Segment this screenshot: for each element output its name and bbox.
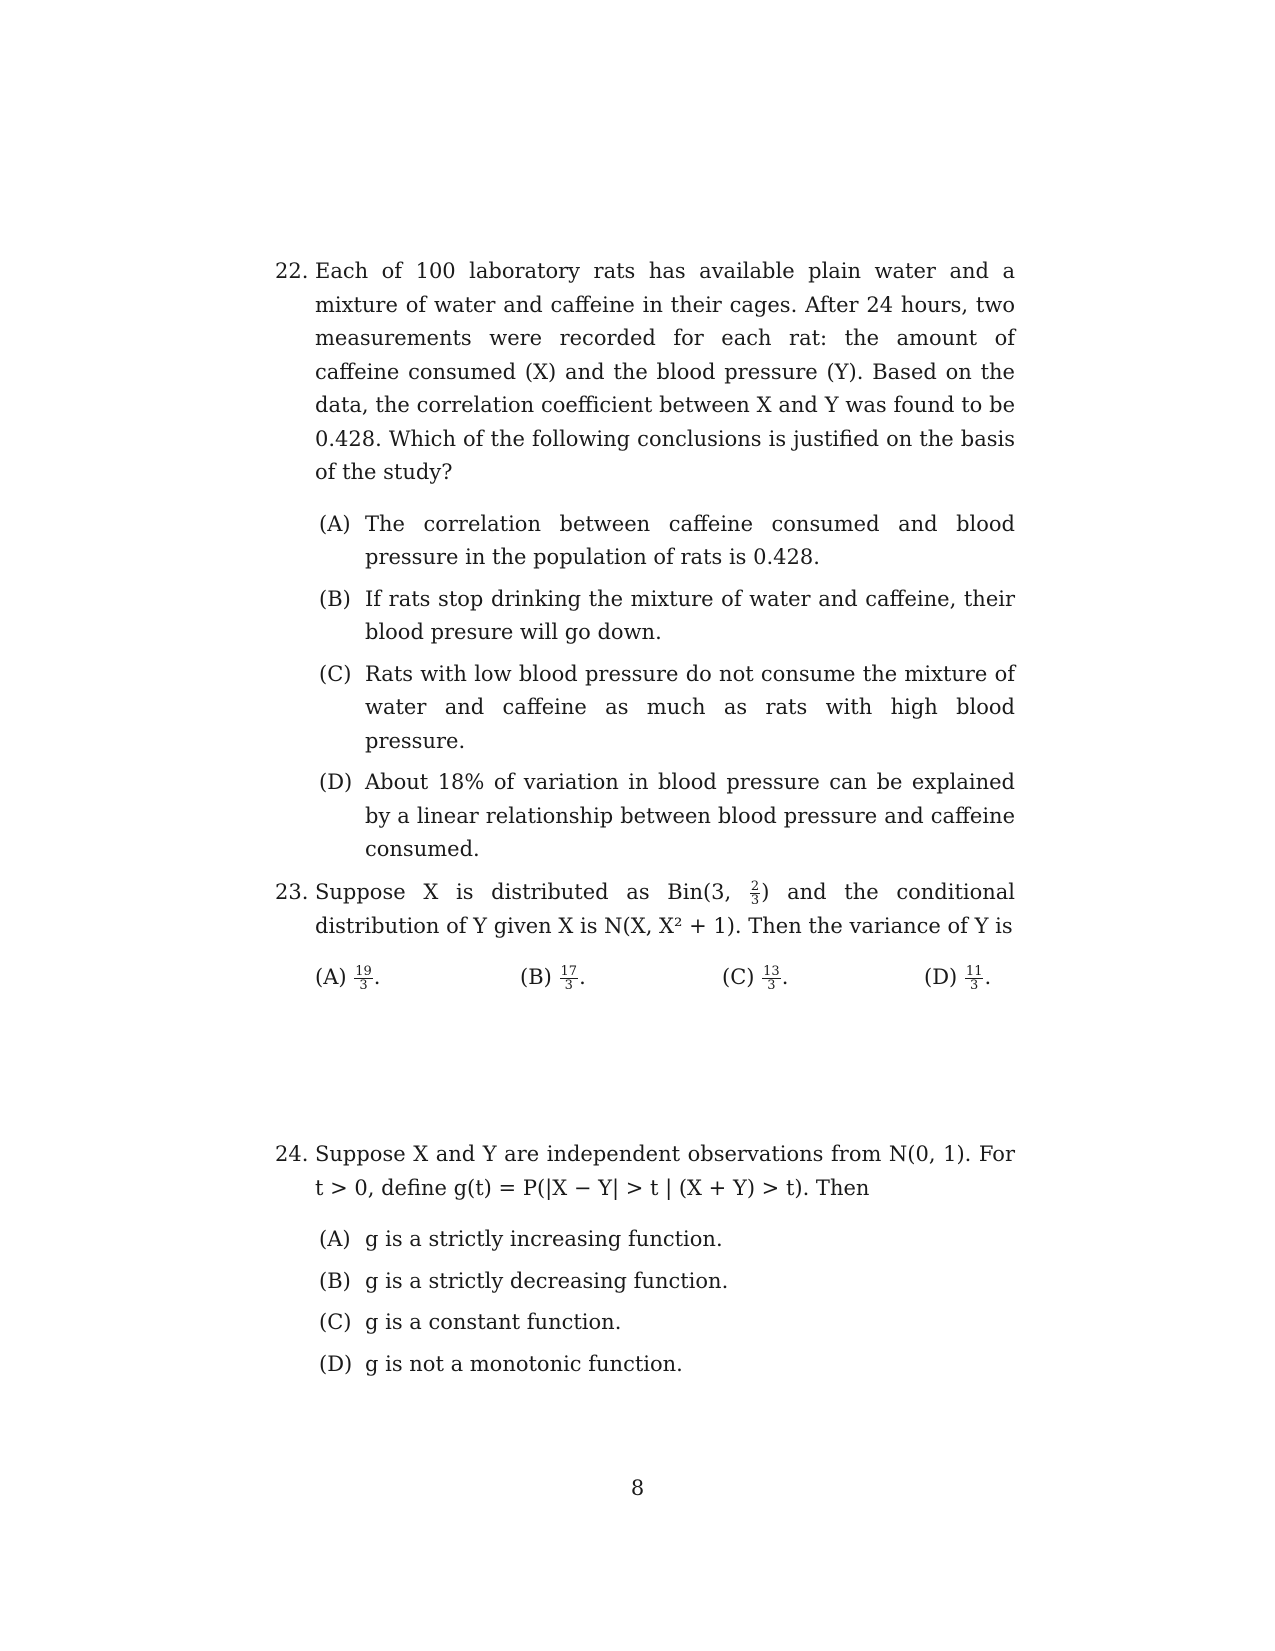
question-23 [275, 876, 1015, 1001]
option-a [319, 508, 1015, 575]
option-b: (B) $\frac{17}{3}$ . [520, 964, 586, 993]
fraction-numerator: 19 [355, 964, 372, 979]
option-label: (B) [520, 965, 552, 989]
option-d [319, 1348, 1015, 1382]
option-label: (C) [319, 661, 352, 686]
option-list [275, 1223, 1015, 1381]
option-d: (D) $\frac{11}{3}$ . [924, 964, 992, 993]
option-c [319, 658, 1015, 759]
option-label: (D) [924, 965, 958, 989]
option-c [319, 1306, 1015, 1340]
option-label: (A) [319, 511, 351, 536]
page-number: 8 [630, 1476, 645, 1500]
fraction-denominator: 3 [767, 978, 776, 993]
option-list [275, 961, 1015, 1001]
question-stem: Suppose X and Y are independent observations from N(0, 1). For t > 0, define g(t) = P(|X − Y| > t | (X + Y) > t). Then [315, 1142, 1015, 1200]
question-stem: Each of 100 laboratory rats has available plain water and a mixture of water and caffeine in their cages. After 24 hours, two measurements were recorded for each rat: the amount of caffeine consumed (X) and the blood pressure (Y). Based on the data, the correlation coefficient between X and Y was found to be 0.428. Which of the following conclusions is justified on the basis of the study? [315, 259, 1015, 484]
option-label: (D) [319, 1351, 353, 1376]
fraction-numerator: 13 [763, 964, 780, 979]
option-label: (C) [722, 965, 755, 989]
option-text: The correlation between caffeine consumed and blood pressure in the population of rats is 0.428. [365, 511, 1015, 569]
question-number: 24. [275, 1142, 309, 1166]
option-a: (A) $\frac{19}{3}$ . [315, 964, 381, 993]
option-label: (B) [319, 586, 351, 611]
question-number: 22. [275, 259, 309, 283]
option-a [319, 1223, 1015, 1257]
option-text: g is a strictly decreasing function. [365, 1268, 729, 1293]
option-text: g is not a monotonic function. [365, 1351, 683, 1376]
fraction-denominator: 3 [970, 978, 979, 993]
stem-text-part1: Suppose X is distributed as Bin(3, [315, 880, 749, 904]
option-fraction [762, 965, 781, 992]
option-label: (A) [315, 965, 347, 989]
option-text: If rats stop drinking the mixture of water and caffeine, their blood presure will go down. [365, 586, 1015, 644]
fraction-numerator: 2 [750, 879, 760, 894]
option-list [275, 508, 1015, 867]
option-fraction [560, 965, 579, 992]
option-text: Rats with low blood pressure do not consume the mixture of water and caffeine as much as rats with high blood pressure. [365, 661, 1015, 753]
option-text: g is a constant function. [365, 1310, 622, 1334]
question-22 [275, 255, 1015, 875]
option-c: (C) $\frac{13}{3}$ . [722, 964, 789, 993]
option-text: g is a strictly increasing function. [365, 1227, 723, 1251]
option-fraction [354, 965, 373, 992]
fraction-denominator: 3 [750, 893, 760, 908]
stem-text-part2: ) and the conditional distribution of Y given X is N(X, X² + 1). Then the variance of Y is [315, 880, 1016, 938]
question-24 [275, 1138, 1015, 1389]
option-b [319, 1265, 1015, 1299]
option-fraction [965, 965, 984, 992]
fraction-numerator: 11 [965, 964, 983, 979]
option-b [319, 583, 1015, 650]
fraction-denominator: 3 [564, 978, 573, 993]
option-label: (D) [319, 770, 353, 794]
option-label: (A) [319, 1227, 351, 1251]
question-number: 23. [275, 880, 309, 904]
option-d [319, 766, 1015, 867]
option-label: (B) [319, 1268, 351, 1293]
option-text: About 18% of variation in blood pressure can be explained by a linear relationship between blood pressure and caffeine consumed. [365, 770, 1015, 861]
option-label: (C) [319, 1310, 352, 1334]
stem-fraction [750, 880, 760, 907]
fraction-numerator: 17 [560, 964, 578, 979]
fraction-denominator: 3 [359, 978, 368, 993]
question-stem [315, 876, 1015, 943]
